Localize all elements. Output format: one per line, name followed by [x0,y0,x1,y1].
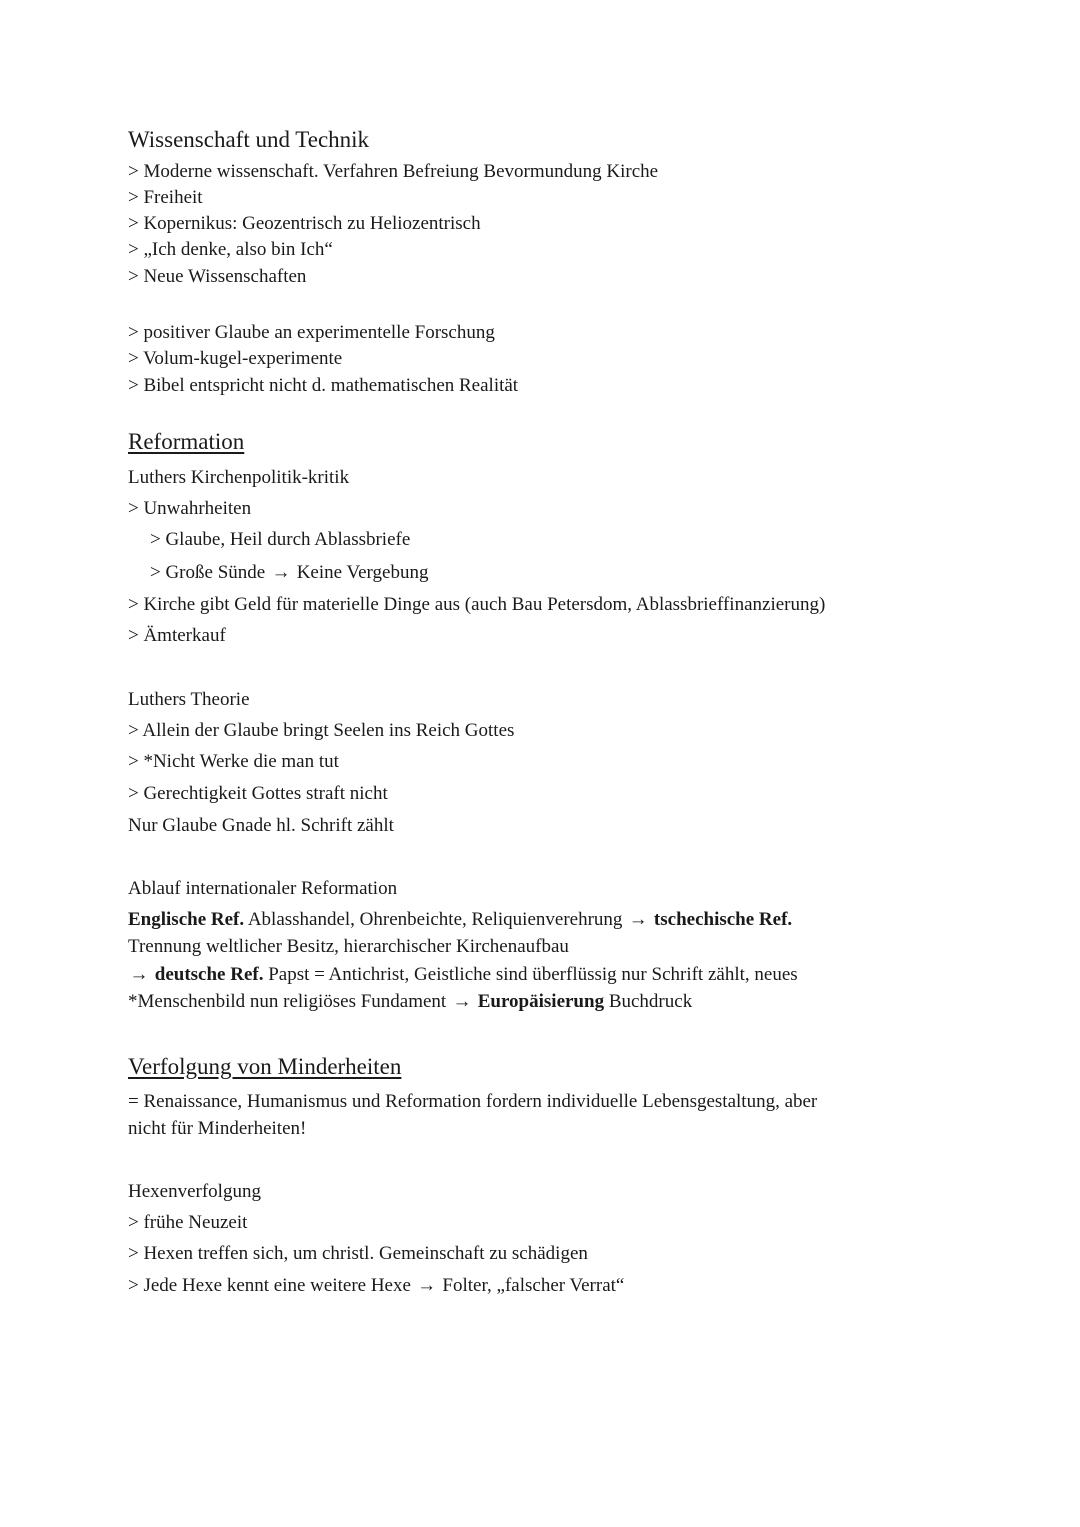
subheading-kritik: Luthers Kirchenpolitik-kritik [128,467,350,488]
text: > Jede Hexe kennt eine weitere Hexe [128,1275,411,1296]
right-arrow-icon: → [271,562,291,583]
paragraph-line: nicht für Minderheiten! [128,1118,307,1139]
list-item: > Neue Wissenschaften [128,266,307,287]
list-item: > Volum-kugel-experimente [128,348,343,369]
list-item [150,561,428,585]
label-englische: Englische Ref. [128,909,245,930]
list-item: > positiver Glaube an experimentelle Forschung [128,322,495,343]
list-item: > Unwahrheiten [128,498,252,519]
right-arrow-icon: → [452,991,472,1012]
right-arrow-icon: → [628,909,648,930]
list-item: > Hexen treffen sich, um christl. Gemeinschaft zu schädigen [128,1243,588,1264]
text: > Große Sünde [150,562,266,583]
list-item: > Moderne wissenschaft. Verfahren Befreiung Bevormundung Kirche [128,161,659,182]
list-item: > frühe Neuzeit [128,1212,248,1233]
list-item: > Allein der Glaube bringt Seelen ins Reich Gottes [128,720,515,741]
list-item: > Bibel entspricht nicht d. mathematischen Realität [128,375,519,396]
text: Papst = Antichrist, Geistliche sind überflüssig nur Schrift zählt, neues [268,964,798,985]
list-item: > Kirche gibt Geld für materielle Dinge aus (auch Bau Petersdom, Ablassbrieffinanzierung) [128,594,826,615]
text: *Menschenbild nun religiöses Fundament [128,991,447,1012]
right-arrow-icon: → [417,1275,437,1296]
text: Folter, „falscher Verrat“ [442,1275,625,1296]
list-item: Nur Glaube Gnade hl. Schrift zählt [128,815,394,836]
heading-wissenschaft: Wissenschaft und Technik [128,127,370,152]
heading-reformation: Reformation [128,429,245,454]
list-item: > Freiheit [128,187,203,208]
list-item: > Gerechtigkeit Gottes straft nicht [128,783,388,804]
label-europa: Europäisierung [477,991,605,1012]
ablauf-line [128,908,792,932]
subheading-theorie: Luthers Theorie [128,689,250,710]
paragraph-line: = Renaissance, Humanismus und Reformation fordern individuelle Lebensgestaltung, aber [128,1091,818,1112]
subheading-ablauf: Ablauf internationaler Reformation [128,878,398,899]
list-item: > *Nicht Werke die man tut [128,751,339,772]
text: Keine Vergebung [296,562,429,583]
list-item: > Ämterkauf [128,625,226,646]
text: Ablasshandel, Ohrenbeichte, Reliquienverehrung [247,909,623,930]
right-arrow-icon: → [129,964,149,985]
ablauf-line: Trennung weltlicher Besitz, hierarchischer Kirchenaufbau [128,936,569,957]
list-item [128,1274,624,1298]
label-deutsche: deutsche Ref. [154,964,264,985]
list-item: > „Ich denke, also bin Ich“ [128,239,333,260]
list-item: > Kopernikus: Geozentrisch zu Heliozentrisch [128,213,481,234]
heading-verfolgung: Verfolgung von Minderheiten [128,1054,402,1079]
text: Buchdruck [608,991,693,1012]
ablauf-line [128,990,692,1014]
list-item: > Glaube, Heil durch Ablassbriefe [150,529,411,550]
label-tschechische: tschechische Ref. [653,909,793,930]
subheading-hexen: Hexenverfolgung [128,1181,261,1202]
ablauf-line [128,963,798,987]
